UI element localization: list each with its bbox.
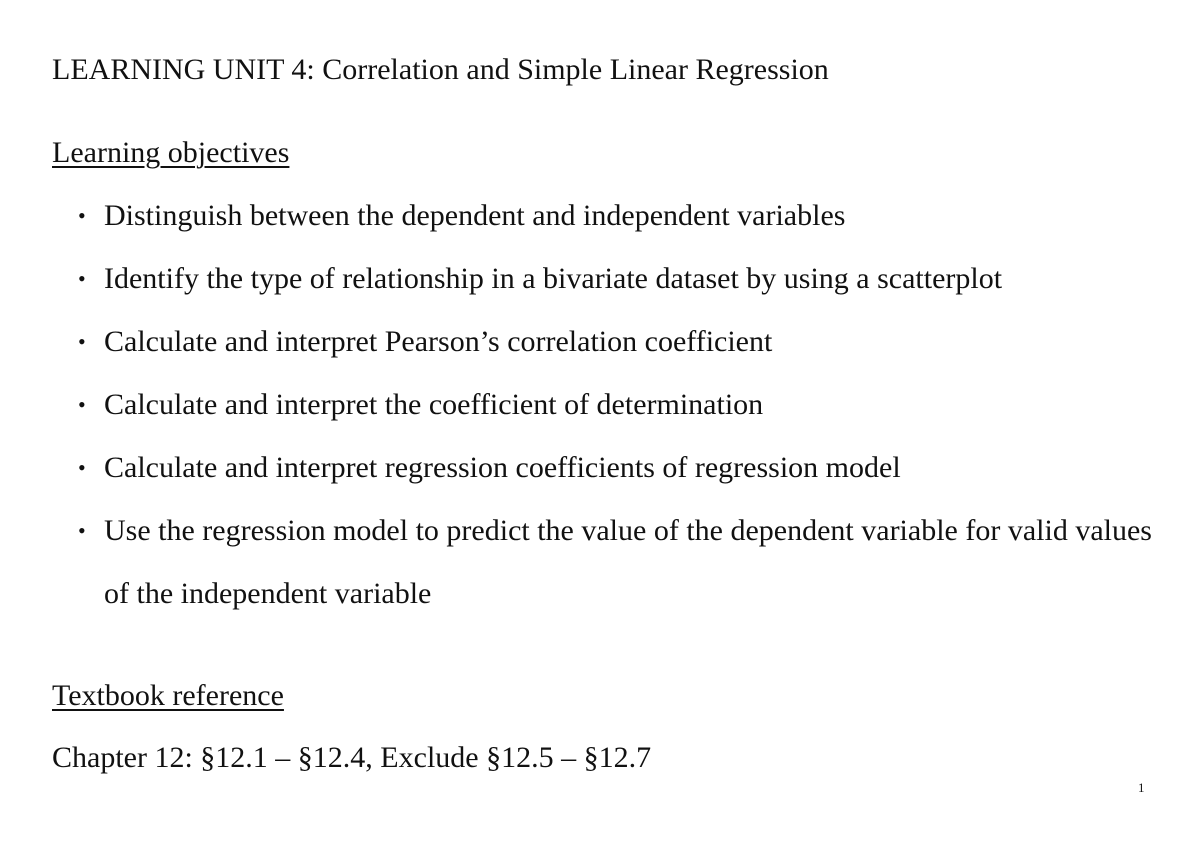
list-item xyxy=(78,385,1168,425)
learning-objectives-heading: Learning objectives xyxy=(52,136,290,169)
bullet-icon: • xyxy=(78,518,86,543)
bullet-icon: • xyxy=(78,266,86,291)
textbook-reference-heading: Textbook reference xyxy=(52,679,284,712)
objective-text: Calculate and interpret the coefficient of determination xyxy=(104,388,764,421)
objective-text: Distinguish between the dependent and independent variables xyxy=(104,199,846,232)
bullet-icon: • xyxy=(78,455,86,480)
list-item xyxy=(78,259,1168,299)
objective-text: Identify the type of relationship in a bivariate dataset by using a scatterplot xyxy=(104,262,1003,295)
learning-objectives-list xyxy=(78,196,1168,648)
bullet-icon: • xyxy=(78,203,86,228)
objective-text: Calculate and interpret regression coefficients of regression model xyxy=(104,451,901,484)
page-title: LEARNING UNIT 4: Correlation and Simple Linear Regression xyxy=(52,53,829,86)
list-item xyxy=(78,322,1168,362)
textbook-reference-text: Chapter 12: §12.1 – §12.4, Exclude §12.5 – §12.7 xyxy=(52,741,652,774)
objective-text: Use the regression model to predict the value of the dependent variable for valid values of the independent variable xyxy=(104,514,1152,610)
list-item xyxy=(78,448,1168,488)
page-number: 1 xyxy=(1138,780,1145,795)
bullet-icon: • xyxy=(78,329,86,354)
list-item xyxy=(78,196,1168,236)
bullet-icon: • xyxy=(78,392,86,417)
list-item xyxy=(78,499,1168,625)
objective-text: Calculate and interpret Pearson’s correlation coefficient xyxy=(104,325,773,358)
